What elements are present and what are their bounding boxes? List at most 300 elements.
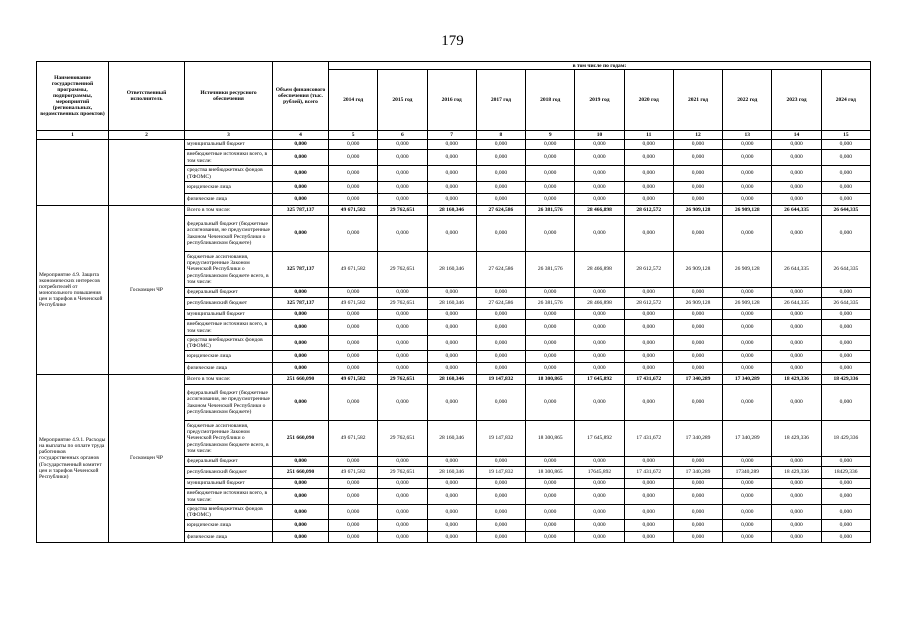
year-value-cell: 26 644,335 xyxy=(821,206,870,216)
source-cell: федеральный бюджет (бюджетные ассигнования, не предусмотренные Законом Чеченской Республики о республиканском бюджете) xyxy=(185,385,273,421)
year-value-cell: 18 300,865 xyxy=(526,467,575,479)
source-cell: муниципальный бюджет xyxy=(185,479,273,489)
year-value-cell: 19 147,832 xyxy=(476,375,525,385)
year-value-cell: 0,000 xyxy=(329,288,378,298)
year-value-cell: 26 644,335 xyxy=(821,298,870,310)
year-value-cell: 0,000 xyxy=(476,216,525,252)
year-value-cell: 0,000 xyxy=(575,140,624,150)
year-value-cell: 17 340,289 xyxy=(673,421,722,457)
year-value-cell: 28 160,346 xyxy=(427,252,476,288)
year-value-cell: 0,000 xyxy=(427,166,476,182)
source-cell: бюджетные ассигнования, предусмотренные Законом Чеченской Республики о республиканском бюджете всего, в том числе: xyxy=(185,421,273,457)
year-value-cell: 0,000 xyxy=(427,320,476,336)
year-value-cell: 0,000 xyxy=(772,532,821,543)
year-value-cell: 0,000 xyxy=(723,489,772,505)
total-cell: 0,000 xyxy=(273,385,329,421)
source-cell: физические лица xyxy=(185,194,273,206)
column-number: 8 xyxy=(476,131,525,140)
year-value-cell: 29 762,651 xyxy=(378,206,427,216)
year-value-cell: 0,000 xyxy=(526,505,575,520)
year-value-cell: 0,000 xyxy=(624,182,673,194)
year-value-cell: 0,000 xyxy=(378,288,427,298)
year-value-cell: 0,000 xyxy=(772,336,821,351)
source-cell: юридические лица xyxy=(185,520,273,532)
year-value-cell: 0,000 xyxy=(427,288,476,298)
total-cell: 251 660,090 xyxy=(273,421,329,457)
year-value-cell: 0,000 xyxy=(476,479,525,489)
year-value-cell: 0,000 xyxy=(575,489,624,505)
year-value-cell: 0,000 xyxy=(821,385,870,421)
year-value-cell: 17340,289 xyxy=(723,467,772,479)
year-value-cell: 0,000 xyxy=(624,532,673,543)
total-cell: 0,000 xyxy=(273,194,329,206)
year-value-cell: 0,000 xyxy=(526,320,575,336)
source-cell: юридические лица xyxy=(185,182,273,194)
year-value-cell: 0,000 xyxy=(673,351,722,363)
year-value-cell: 0,000 xyxy=(821,363,870,375)
year-value-cell: 0,000 xyxy=(673,336,722,351)
year-value-cell: 0,000 xyxy=(427,505,476,520)
year-value-cell: 28 466,898 xyxy=(575,206,624,216)
year-value-cell: 0,000 xyxy=(526,457,575,467)
year-value-cell: 0,000 xyxy=(821,351,870,363)
year-value-cell: 26 644,335 xyxy=(772,298,821,310)
year-value-cell: 0,000 xyxy=(624,520,673,532)
year-value-cell: 0,000 xyxy=(575,532,624,543)
column-number: 11 xyxy=(624,131,673,140)
year-value-cell: 0,000 xyxy=(624,150,673,166)
year-value-cell: 28 466,898 xyxy=(575,252,624,288)
year-value-cell: 0,000 xyxy=(378,457,427,467)
column-number: 12 xyxy=(673,131,722,140)
year-value-cell: 0,000 xyxy=(575,182,624,194)
year-value-cell: 19 147,832 xyxy=(476,467,525,479)
year-value-cell: 28 160,346 xyxy=(427,467,476,479)
activity-name: Мероприятие 4.9.1. Расходы на выплаты по оплате труда работников государственных органов (Государственный комитет цен и тарифов Чеченской Республики) xyxy=(37,375,109,543)
year-value-cell: 28 466,898 xyxy=(575,298,624,310)
header-year: 2016 год xyxy=(427,70,476,131)
year-value-cell: 0,000 xyxy=(575,216,624,252)
year-value-cell: 0,000 xyxy=(427,140,476,150)
year-value-cell: 0,000 xyxy=(476,385,525,421)
year-value-cell: 0,000 xyxy=(476,182,525,194)
year-value-cell: 0,000 xyxy=(526,351,575,363)
year-value-cell: 0,000 xyxy=(476,457,525,467)
year-value-cell: 0,000 xyxy=(526,520,575,532)
source-cell: внебюджетные источники всего, в том числе: xyxy=(185,489,273,505)
year-value-cell: 0,000 xyxy=(821,489,870,505)
year-value-cell: 0,000 xyxy=(476,320,525,336)
header-years-caption: в том числе по годам: xyxy=(329,62,871,70)
year-value-cell: 26 909,128 xyxy=(673,252,722,288)
source-cell: бюджетные ассигнования, предусмотренные Законом Чеченской Республики о республиканском бюджете всего, в том числе: xyxy=(185,252,273,288)
executor-name: Госкомцен ЧР xyxy=(109,206,185,375)
year-value-cell: 0,000 xyxy=(723,288,772,298)
year-value-cell: 0,000 xyxy=(821,288,870,298)
year-value-cell: 0,000 xyxy=(378,489,427,505)
year-value-cell: 0,000 xyxy=(427,194,476,206)
year-value-cell: 17 340,289 xyxy=(673,375,722,385)
year-value-cell: 0,000 xyxy=(378,182,427,194)
total-cell: 0,000 xyxy=(273,532,329,543)
year-value-cell: 0,000 xyxy=(476,140,525,150)
year-value-cell: 0,000 xyxy=(378,520,427,532)
year-value-cell: 26 909,128 xyxy=(723,206,772,216)
year-value-cell: 17 645,892 xyxy=(575,375,624,385)
year-value-cell: 29 762,651 xyxy=(378,467,427,479)
table-row xyxy=(37,375,871,385)
header-year: 2021 год xyxy=(673,70,722,131)
year-value-cell: 0,000 xyxy=(673,363,722,375)
year-value-cell: 0,000 xyxy=(821,166,870,182)
total-cell: 0,000 xyxy=(273,140,329,150)
year-value-cell: 0,000 xyxy=(821,194,870,206)
year-value-cell: 0,000 xyxy=(673,457,722,467)
year-value-cell: 0,000 xyxy=(772,150,821,166)
source-cell: физические лица xyxy=(185,363,273,375)
total-cell: 325 787,137 xyxy=(273,298,329,310)
year-value-cell: 0,000 xyxy=(476,532,525,543)
header-year: 2020 год xyxy=(624,70,673,131)
year-value-cell: 26 381,576 xyxy=(526,252,575,288)
header-year: 2014 год xyxy=(329,70,378,131)
total-cell: 0,000 xyxy=(273,150,329,166)
year-value-cell: 0,000 xyxy=(329,520,378,532)
year-value-cell: 27 624,586 xyxy=(476,298,525,310)
year-value-cell: 29 762,651 xyxy=(378,421,427,457)
source-cell: муниципальный бюджет xyxy=(185,140,273,150)
year-value-cell: 0,000 xyxy=(624,336,673,351)
year-value-cell: 0,000 xyxy=(526,336,575,351)
year-value-cell: 0,000 xyxy=(526,216,575,252)
year-value-cell: 0,000 xyxy=(821,479,870,489)
year-value-cell: 0,000 xyxy=(526,363,575,375)
year-value-cell: 17 431,672 xyxy=(624,467,673,479)
header-year: 2023 год xyxy=(772,70,821,131)
year-value-cell: 0,000 xyxy=(624,479,673,489)
year-value-cell: 0,000 xyxy=(772,216,821,252)
year-value-cell: 0,000 xyxy=(772,182,821,194)
year-value-cell: 0,000 xyxy=(476,520,525,532)
year-value-cell: 0,000 xyxy=(378,336,427,351)
total-cell: 0,000 xyxy=(273,216,329,252)
year-value-cell: 0,000 xyxy=(329,140,378,150)
total-cell: 0,000 xyxy=(273,166,329,182)
year-value-cell: 27 624,586 xyxy=(476,252,525,288)
year-value-cell: 18429,336 xyxy=(821,467,870,479)
year-value-cell: 18 300,865 xyxy=(526,421,575,457)
year-value-cell: 0,000 xyxy=(772,505,821,520)
year-value-cell: 0,000 xyxy=(329,489,378,505)
year-value-cell: 0,000 xyxy=(723,166,772,182)
year-value-cell: 0,000 xyxy=(378,351,427,363)
column-number: 13 xyxy=(723,131,772,140)
year-value-cell: 0,000 xyxy=(673,194,722,206)
year-value-cell: 0,000 xyxy=(575,385,624,421)
total-cell: 0,000 xyxy=(273,457,329,467)
total-cell: 0,000 xyxy=(273,310,329,320)
header-year: 2024 год xyxy=(821,70,870,131)
year-value-cell: 0,000 xyxy=(772,140,821,150)
source-cell: республиканский бюджет xyxy=(185,298,273,310)
year-value-cell: 0,000 xyxy=(329,385,378,421)
year-value-cell: 0,000 xyxy=(329,363,378,375)
year-value-cell: 0,000 xyxy=(329,216,378,252)
column-number: 2 xyxy=(109,131,185,140)
total-cell: 0,000 xyxy=(273,336,329,351)
source-cell: муниципальный бюджет xyxy=(185,310,273,320)
funding-table xyxy=(36,61,871,543)
year-value-cell: 0,000 xyxy=(673,166,722,182)
year-value-cell: 0,000 xyxy=(624,166,673,182)
year-value-cell: 0,000 xyxy=(772,194,821,206)
year-value-cell: 0,000 xyxy=(673,520,722,532)
year-value-cell: 19 147,832 xyxy=(476,421,525,457)
year-value-cell: 0,000 xyxy=(575,351,624,363)
year-value-cell: 0,000 xyxy=(673,182,722,194)
year-value-cell: 0,000 xyxy=(723,336,772,351)
year-value-cell: 0,000 xyxy=(673,310,722,320)
year-value-cell: 0,000 xyxy=(575,505,624,520)
source-cell: средства внебюджетных фондов (ТФОМС) xyxy=(185,505,273,520)
header-source: Источники ресурсного обеспечения xyxy=(185,62,273,131)
year-value-cell: 0,000 xyxy=(427,479,476,489)
year-value-cell: 0,000 xyxy=(821,310,870,320)
year-value-cell: 0,000 xyxy=(772,166,821,182)
year-value-cell: 0,000 xyxy=(476,194,525,206)
year-value-cell: 0,000 xyxy=(772,385,821,421)
year-value-cell: 0,000 xyxy=(427,489,476,505)
year-value-cell: 0,000 xyxy=(575,363,624,375)
year-value-cell: 28 160,346 xyxy=(427,375,476,385)
year-value-cell: 17 340,289 xyxy=(673,467,722,479)
year-value-cell: 28 160,346 xyxy=(427,421,476,457)
year-value-cell: 0,000 xyxy=(821,320,870,336)
year-value-cell: 26 644,335 xyxy=(772,206,821,216)
year-value-cell: 0,000 xyxy=(673,532,722,543)
year-value-cell: 0,000 xyxy=(673,216,722,252)
year-value-cell: 18 429,336 xyxy=(821,421,870,457)
year-value-cell: 28 160,346 xyxy=(427,206,476,216)
column-number: 10 xyxy=(575,131,624,140)
year-value-cell: 0,000 xyxy=(575,320,624,336)
year-value-cell: 0,000 xyxy=(821,336,870,351)
year-value-cell: 26 909,128 xyxy=(673,206,722,216)
year-value-cell: 0,000 xyxy=(575,166,624,182)
source-cell: физические лица xyxy=(185,532,273,543)
year-value-cell: 0,000 xyxy=(329,479,378,489)
year-value-cell: 0,000 xyxy=(427,520,476,532)
total-cell: 0,000 xyxy=(273,182,329,194)
year-value-cell: 0,000 xyxy=(821,216,870,252)
year-value-cell: 0,000 xyxy=(624,288,673,298)
year-value-cell: 0,000 xyxy=(673,505,722,520)
column-number: 1 xyxy=(37,131,109,140)
year-value-cell: 0,000 xyxy=(476,166,525,182)
year-value-cell: 0,000 xyxy=(723,182,772,194)
year-value-cell: 0,000 xyxy=(378,150,427,166)
year-value-cell: 0,000 xyxy=(575,520,624,532)
year-value-cell: 0,000 xyxy=(723,320,772,336)
year-value-cell: 18 300,865 xyxy=(526,375,575,385)
source-cell: юридические лица xyxy=(185,351,273,363)
activity-name: Мероприятие 4.9. Защита экономических интересов потребителей от монопольного повышения цен и тарифов в Чеченской Республике xyxy=(37,206,109,375)
year-value-cell: 0,000 xyxy=(673,320,722,336)
total-cell: 325 787,137 xyxy=(273,252,329,288)
header-executor: Ответственный исполнитель xyxy=(109,62,185,131)
source-cell: федеральный бюджет (бюджетные ассигнования, не предусмотренные Законом Чеченской Республики о республиканском бюджете) xyxy=(185,216,273,252)
year-value-cell: 29 762,651 xyxy=(378,252,427,288)
year-value-cell: 0,000 xyxy=(329,532,378,543)
year-value-cell: 0,000 xyxy=(378,505,427,520)
column-number: 14 xyxy=(772,131,821,140)
year-value-cell: 28 160,346 xyxy=(427,298,476,310)
year-value-cell: 0,000 xyxy=(673,479,722,489)
column-number: 7 xyxy=(427,131,476,140)
year-value-cell: 0,000 xyxy=(723,520,772,532)
year-value-cell: 0,000 xyxy=(476,288,525,298)
year-value-cell: 0,000 xyxy=(821,150,870,166)
year-value-cell: 0,000 xyxy=(673,385,722,421)
source-cell: внебюджетные источники всего, в том числе: xyxy=(185,320,273,336)
column-number: 4 xyxy=(273,131,329,140)
year-value-cell: 0,000 xyxy=(476,489,525,505)
year-value-cell: 0,000 xyxy=(378,216,427,252)
column-number: 9 xyxy=(526,131,575,140)
year-value-cell: 17 431,672 xyxy=(624,375,673,385)
total-cell: 0,000 xyxy=(273,363,329,375)
year-value-cell: 0,000 xyxy=(821,457,870,467)
source-cell: Всего в том числе: xyxy=(185,206,273,216)
year-value-cell: 0,000 xyxy=(723,310,772,320)
year-value-cell: 0,000 xyxy=(624,505,673,520)
year-value-cell: 0,000 xyxy=(329,336,378,351)
year-value-cell: 0,000 xyxy=(427,532,476,543)
year-value-cell: 28 612,572 xyxy=(624,252,673,288)
year-value-cell: 0,000 xyxy=(575,310,624,320)
year-value-cell: 26 909,128 xyxy=(723,252,772,288)
year-value-cell: 0,000 xyxy=(526,532,575,543)
year-value-cell: 0,000 xyxy=(476,336,525,351)
year-value-cell: 49 671,582 xyxy=(329,206,378,216)
year-value-cell: 0,000 xyxy=(329,166,378,182)
year-value-cell: 0,000 xyxy=(378,194,427,206)
year-value-cell: 49 671,582 xyxy=(329,298,378,310)
page-number: 179 xyxy=(441,33,464,49)
year-value-cell: 0,000 xyxy=(427,310,476,320)
year-value-cell: 27 624,586 xyxy=(476,206,525,216)
year-value-cell: 49 671,582 xyxy=(329,375,378,385)
total-cell: 251 660,090 xyxy=(273,375,329,385)
year-value-cell: 0,000 xyxy=(821,505,870,520)
total-cell: 0,000 xyxy=(273,520,329,532)
year-value-cell: 0,000 xyxy=(772,363,821,375)
source-cell: средства внебюджетных фондов (ТФОМС) xyxy=(185,166,273,182)
year-value-cell: 0,000 xyxy=(329,194,378,206)
year-value-cell: 26 644,335 xyxy=(772,252,821,288)
year-value-cell: 0,000 xyxy=(526,288,575,298)
year-value-cell: 0,000 xyxy=(673,288,722,298)
year-value-cell: 0,000 xyxy=(526,150,575,166)
year-value-cell: 0,000 xyxy=(624,140,673,150)
empty-name-cell xyxy=(37,140,109,206)
year-value-cell: 0,000 xyxy=(624,385,673,421)
year-value-cell: 17 340,289 xyxy=(723,375,772,385)
year-value-cell: 26 381,576 xyxy=(526,206,575,216)
source-cell: республиканский бюджет xyxy=(185,467,273,479)
year-value-cell: 0,000 xyxy=(821,520,870,532)
source-cell: внебюджетные источники всего, в том числе: xyxy=(185,150,273,166)
year-value-cell: 0,000 xyxy=(821,532,870,543)
year-value-cell: 0,000 xyxy=(624,363,673,375)
year-value-cell: 17 645,892 xyxy=(575,421,624,457)
year-value-cell: 0,000 xyxy=(526,479,575,489)
header-year: 2017 год xyxy=(476,70,525,131)
year-value-cell: 0,000 xyxy=(526,310,575,320)
year-value-cell: 0,000 xyxy=(575,150,624,166)
year-value-cell: 26 644,335 xyxy=(821,252,870,288)
year-value-cell: 28 612,572 xyxy=(624,206,673,216)
year-value-cell: 0,000 xyxy=(329,182,378,194)
year-value-cell: 0,000 xyxy=(329,310,378,320)
year-value-cell: 0,000 xyxy=(624,489,673,505)
year-value-cell: 0,000 xyxy=(427,351,476,363)
year-value-cell: 0,000 xyxy=(427,363,476,375)
year-value-cell: 0,000 xyxy=(526,194,575,206)
year-value-cell: 0,000 xyxy=(772,310,821,320)
total-cell: 0,000 xyxy=(273,288,329,298)
year-value-cell: 0,000 xyxy=(329,150,378,166)
year-value-cell: 0,000 xyxy=(378,363,427,375)
source-cell: Всего в том числе: xyxy=(185,375,273,385)
total-cell: 0,000 xyxy=(273,320,329,336)
year-value-cell: 0,000 xyxy=(476,310,525,320)
year-value-cell: 0,000 xyxy=(723,194,772,206)
column-number: 15 xyxy=(821,131,870,140)
year-value-cell: 0,000 xyxy=(821,182,870,194)
header-total: Объем финансового обеспечения (тыс. рублей), всего xyxy=(273,62,329,131)
total-cell: 0,000 xyxy=(273,479,329,489)
table-row xyxy=(37,140,871,150)
year-value-cell: 0,000 xyxy=(427,385,476,421)
year-value-cell: 0,000 xyxy=(476,150,525,166)
year-value-cell: 0,000 xyxy=(723,216,772,252)
year-value-cell: 0,000 xyxy=(329,457,378,467)
year-value-cell: 0,000 xyxy=(772,320,821,336)
year-value-cell: 0,000 xyxy=(476,363,525,375)
year-value-cell: 0,000 xyxy=(723,479,772,489)
year-value-cell: 28 612,572 xyxy=(624,298,673,310)
year-value-cell: 0,000 xyxy=(526,182,575,194)
year-value-cell: 0,000 xyxy=(378,385,427,421)
year-value-cell: 0,000 xyxy=(378,310,427,320)
year-value-cell: 0,000 xyxy=(624,194,673,206)
year-value-cell: 26 381,576 xyxy=(526,298,575,310)
year-value-cell: 0,000 xyxy=(723,150,772,166)
year-value-cell: 0,000 xyxy=(772,457,821,467)
year-value-cell: 0,000 xyxy=(427,216,476,252)
empty-executor-cell xyxy=(109,140,185,206)
year-value-cell: 0,000 xyxy=(723,363,772,375)
year-value-cell: 0,000 xyxy=(575,336,624,351)
year-value-cell: 0,000 xyxy=(378,532,427,543)
year-value-cell: 0,000 xyxy=(378,166,427,182)
year-value-cell: 0,000 xyxy=(673,150,722,166)
year-value-cell: 0,000 xyxy=(575,479,624,489)
header-year: 2018 год xyxy=(526,70,575,131)
year-value-cell: 18 429,336 xyxy=(772,375,821,385)
year-value-cell: 29 762,651 xyxy=(378,375,427,385)
